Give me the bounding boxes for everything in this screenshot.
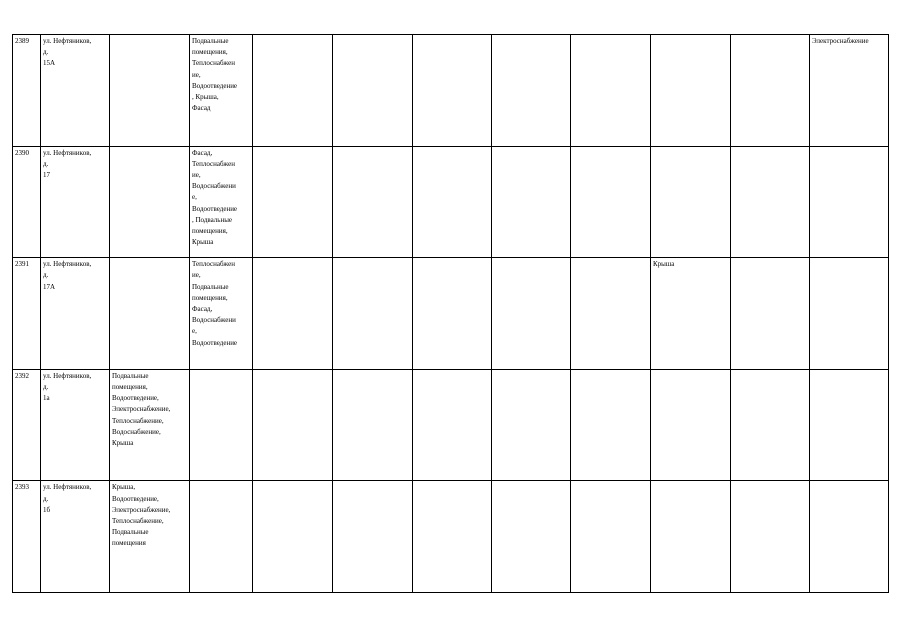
cell-col3	[110, 369, 190, 481]
cell-col12	[810, 146, 889, 258]
cell-col12	[810, 481, 889, 593]
cell-col4	[190, 35, 253, 147]
cell-text: Фасад, Теплоснабжен ие, Водоснабжени е, Водоотведение , Подвальные помещения, Крыша	[192, 148, 238, 247]
cell-col10	[651, 369, 731, 481]
cell-col7	[413, 258, 492, 370]
cell-address	[41, 146, 110, 258]
cell-col11	[731, 481, 810, 593]
cell-col3	[110, 258, 190, 370]
table-row	[13, 35, 889, 147]
cell-col7	[413, 35, 492, 147]
cell-text: Электроснабжение	[812, 37, 869, 45]
cell-col12	[810, 369, 889, 481]
cell-text: ул. Нефтяников, д. 1а	[43, 371, 92, 403]
cell-text: Подвальные помещения, Теплоснабжен ие, Водоотведение , Крыша, Фасад	[192, 37, 238, 113]
cell-col3	[110, 35, 190, 147]
cell-col11	[731, 35, 810, 147]
cell-col3	[110, 146, 190, 258]
cell-col9	[571, 369, 651, 481]
cell-col10	[651, 35, 731, 147]
cell-col10	[651, 481, 731, 593]
cell-col11	[731, 369, 810, 481]
cell-text: Крыша, Водоотведение, Электроснабжение, Теплоснабжение, Подвальные помещения	[112, 483, 171, 548]
cell-address	[41, 481, 110, 593]
cell-text: Крыша	[653, 260, 675, 269]
cell-col6	[333, 369, 413, 481]
cell-text: 2389	[15, 37, 29, 45]
cell-col11	[731, 258, 810, 370]
cell-col9	[571, 35, 651, 147]
cell-col6	[333, 35, 413, 147]
table-row	[13, 258, 889, 370]
schedule-table	[12, 34, 889, 593]
cell-col8	[492, 258, 571, 370]
cell-text: 2392	[15, 371, 29, 380]
cell-col4	[190, 146, 253, 258]
cell-text: ул. Нефтяников, д. 15А	[43, 37, 92, 68]
cell-col6	[333, 146, 413, 258]
cell-col9	[571, 481, 651, 593]
cell-col8	[492, 369, 571, 481]
cell-col9	[571, 258, 651, 370]
cell-num	[13, 258, 41, 370]
table-row	[13, 146, 889, 258]
cell-num	[13, 35, 41, 147]
cell-col9	[571, 146, 651, 258]
cell-num	[13, 146, 41, 258]
cell-address	[41, 369, 110, 481]
cell-text: Теплоснабжен ие, Подвальные помещения, Фасад, Водоснабжени е, Водоотведение	[192, 260, 238, 347]
cell-text: Подвальные помещения, Водоотведение, Электроснабжение, Теплоснабжение, Водоснабжение, Крыша	[112, 371, 171, 447]
cell-col8	[492, 481, 571, 593]
cell-col5	[253, 369, 333, 481]
cell-text: 2390	[15, 148, 29, 157]
cell-col6	[333, 481, 413, 593]
table-body	[13, 35, 889, 593]
cell-text: ул. Нефтяников, д. 1б	[43, 483, 92, 514]
cell-text: 2391	[15, 260, 29, 269]
table-row	[13, 369, 889, 481]
cell-address	[41, 35, 110, 147]
cell-col7	[413, 481, 492, 593]
cell-col12	[810, 258, 889, 370]
cell-address	[41, 258, 110, 370]
cell-col8	[492, 35, 571, 147]
cell-text: ул. Нефтяников, д. 17	[43, 148, 92, 179]
cell-col6	[333, 258, 413, 370]
cell-col12	[810, 35, 889, 147]
cell-num	[13, 481, 41, 593]
cell-col5	[253, 481, 333, 593]
cell-col10	[651, 146, 731, 258]
table-row	[13, 481, 889, 593]
cell-col4	[190, 258, 253, 370]
cell-col11	[731, 146, 810, 258]
cell-col3	[110, 481, 190, 593]
cell-col4	[190, 369, 253, 481]
cell-col4	[190, 481, 253, 593]
cell-col5	[253, 146, 333, 258]
cell-col5	[253, 258, 333, 370]
cell-text: 2393	[15, 483, 29, 492]
cell-col7	[413, 369, 492, 481]
cell-col8	[492, 146, 571, 258]
cell-col10	[651, 258, 731, 370]
cell-col5	[253, 35, 333, 147]
cell-col7	[413, 146, 492, 258]
cell-num	[13, 369, 41, 481]
cell-text: ул. Нефтяников, д. 17А	[43, 260, 92, 291]
